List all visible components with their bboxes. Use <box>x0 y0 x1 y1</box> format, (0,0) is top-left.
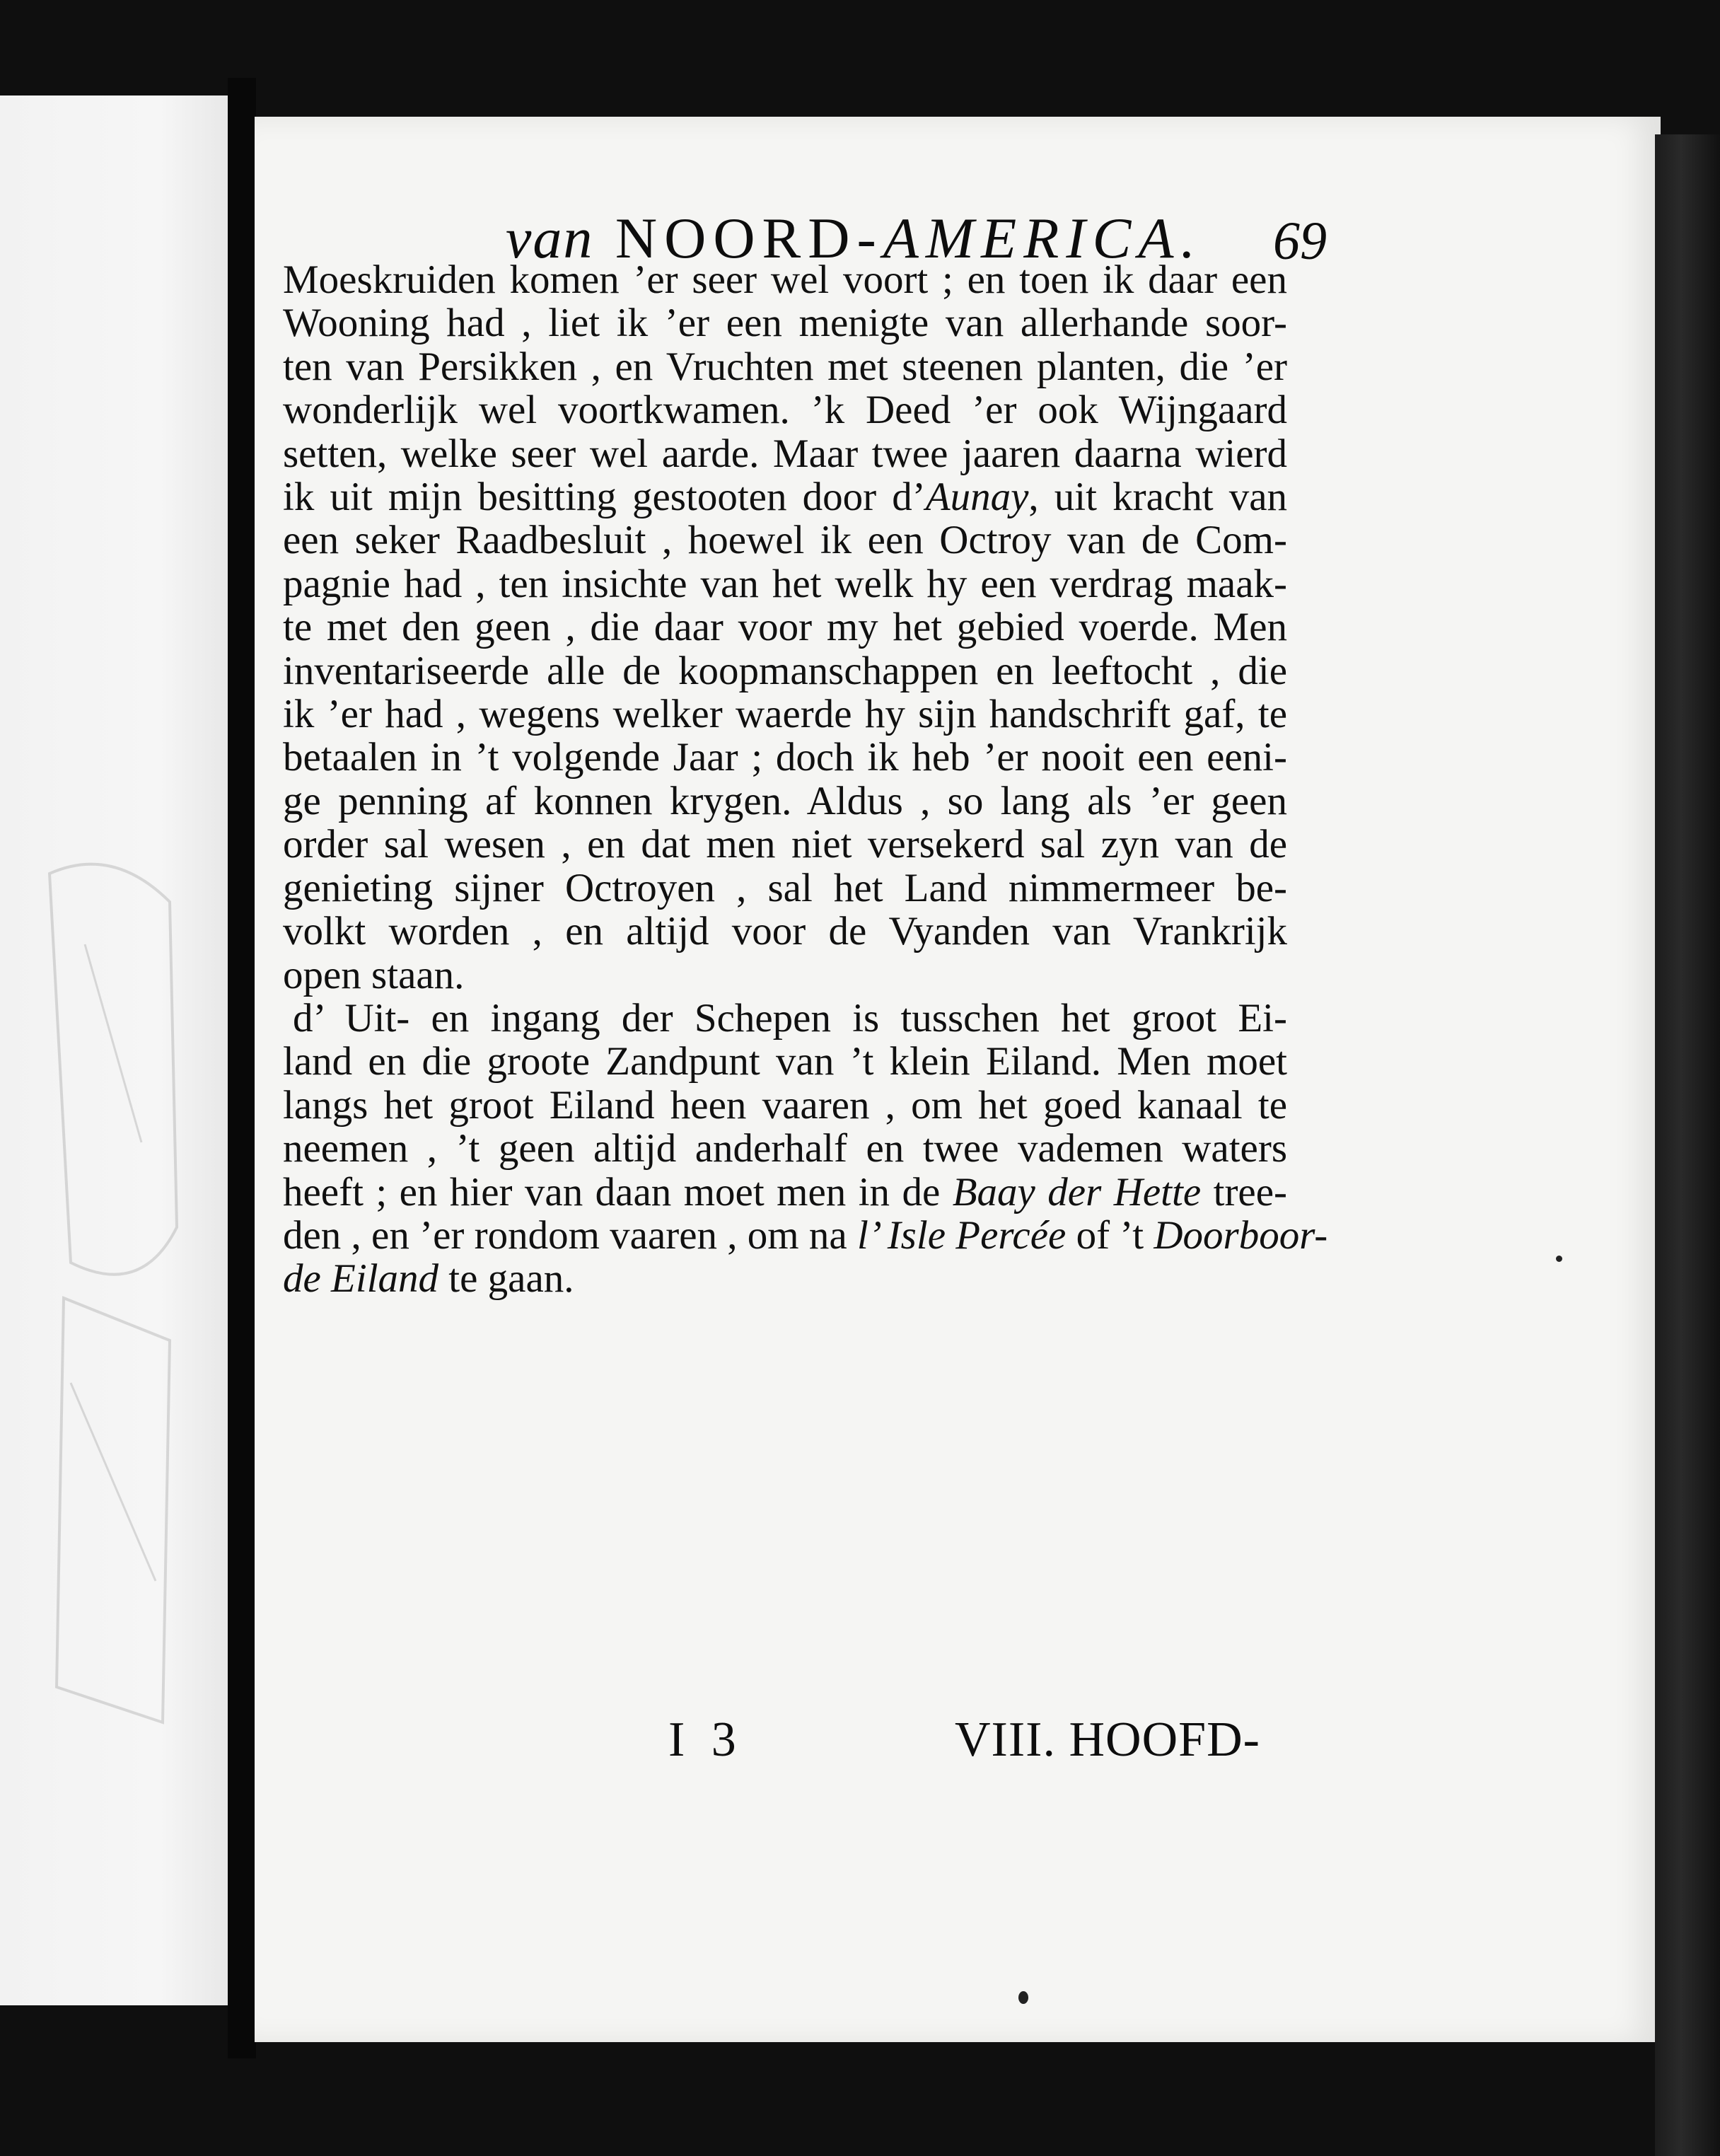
text-line: ten van Persikken , en Vruchten met steenen planten, die ’er <box>283 344 1287 389</box>
italic-name-isle-percee: l’ Isle Percée <box>856 1212 1067 1258</box>
text-line <box>283 475 1287 518</box>
ink-speck <box>1556 1256 1562 1262</box>
text-line: Moeskruiden komen ’er seer wel voort ; en toen ik daar een <box>283 257 1287 302</box>
running-title-main: NOORD- <box>615 206 883 270</box>
text-line: volkt worden , en altijd voor de Vyanden van Vrankrijk <box>283 909 1287 954</box>
running-title-van: van <box>506 206 594 270</box>
text-line <box>283 1171 1287 1214</box>
text-line <box>283 1257 1287 1300</box>
text-segment: of ’t <box>1076 1212 1144 1258</box>
body-text <box>283 257 1328 1302</box>
page-edge-right <box>1655 134 1720 2156</box>
signature-mark: I 3 <box>668 1712 743 1767</box>
text-line: pagnie had , ten insichte van het welk hy een verdrag maak- <box>283 561 1287 606</box>
text-line: neemen , ’t geen altijd anderhalf en twee vademen waters <box>283 1126 1287 1171</box>
italic-name-doorboor: Doorboor- <box>1154 1212 1328 1258</box>
ink-speck <box>1018 1991 1028 2004</box>
bleed-through-illustration <box>28 803 198 1793</box>
italic-name-aunay: Aunay <box>925 475 1029 520</box>
running-title-italic: AMERICA. <box>883 206 1202 270</box>
text-segment: te gaan. <box>448 1256 574 1302</box>
book-page <box>255 117 1661 2042</box>
text-line: d’ Uit- en ingang der Schepen is tusschen het groot Ei- <box>293 995 1287 1041</box>
text-line: wonderlijk wel voortkwamen. ’k Deed ’er ook Wijngaard <box>283 388 1287 433</box>
text-line: open staan. <box>283 952 465 997</box>
text-line: te met den geen , die daar voor my het gebied voerde. Men <box>283 605 1287 650</box>
text-line: genieting sijner Octroyen , sal het Land nimmermeer be- <box>283 865 1287 910</box>
text-line: betaalen in ’t volgende Jaar ; doch ik heb ’er nooit een eeni- <box>283 735 1287 780</box>
text-line: setten, welke seer wel aarde. Maar twee jaaren daarna wierd <box>283 431 1287 476</box>
text-line: langs het groot Eiland heen vaaren , om het goed kanaal te <box>283 1082 1287 1128</box>
facing-page-left <box>0 95 232 2005</box>
catchword: VIII. HOOFD- <box>955 1712 1260 1767</box>
text-line: inventariseerde alle de koopmanschappen en leeftocht , die <box>283 648 1287 693</box>
text-line: ge penning af konnen krygen. Aldus , so lang als ’er geen <box>283 778 1287 823</box>
page-number: 69 <box>1273 211 1327 271</box>
text-line: een seker Raadbesluit , hoewel ik een Octroy van de Com- <box>283 518 1287 563</box>
text-segment: heeft ; en hier van daan moet men in de <box>283 1169 941 1215</box>
text-segment: ik uit mijn besitting gestooten door d’ <box>283 475 926 520</box>
text-segment: den , en ’er rondom vaaren , om na <box>283 1212 847 1258</box>
text-line <box>283 1212 1328 1258</box>
italic-name-eiland: de Eiland <box>283 1256 439 1302</box>
text-line: order sal wesen , en dat men niet versekerd sal zyn van de <box>283 822 1287 867</box>
book-gutter <box>228 78 256 2058</box>
text-line: ik ’er had , wegens welker waerde hy sijn handschrift gaf, te <box>283 692 1287 737</box>
text-segment: , uit kracht van <box>1028 475 1288 520</box>
text-line: Wooning had , liet ik ’er een menigte van allerhande soor- <box>283 301 1287 346</box>
italic-name-baay: Baay der Hette <box>952 1169 1202 1215</box>
text-line: land en die groote Zandpunt van ’t klein Eiland. Men moet <box>283 1039 1287 1084</box>
page-footer <box>255 1712 1661 1775</box>
text-segment: tree- <box>1213 1169 1288 1215</box>
